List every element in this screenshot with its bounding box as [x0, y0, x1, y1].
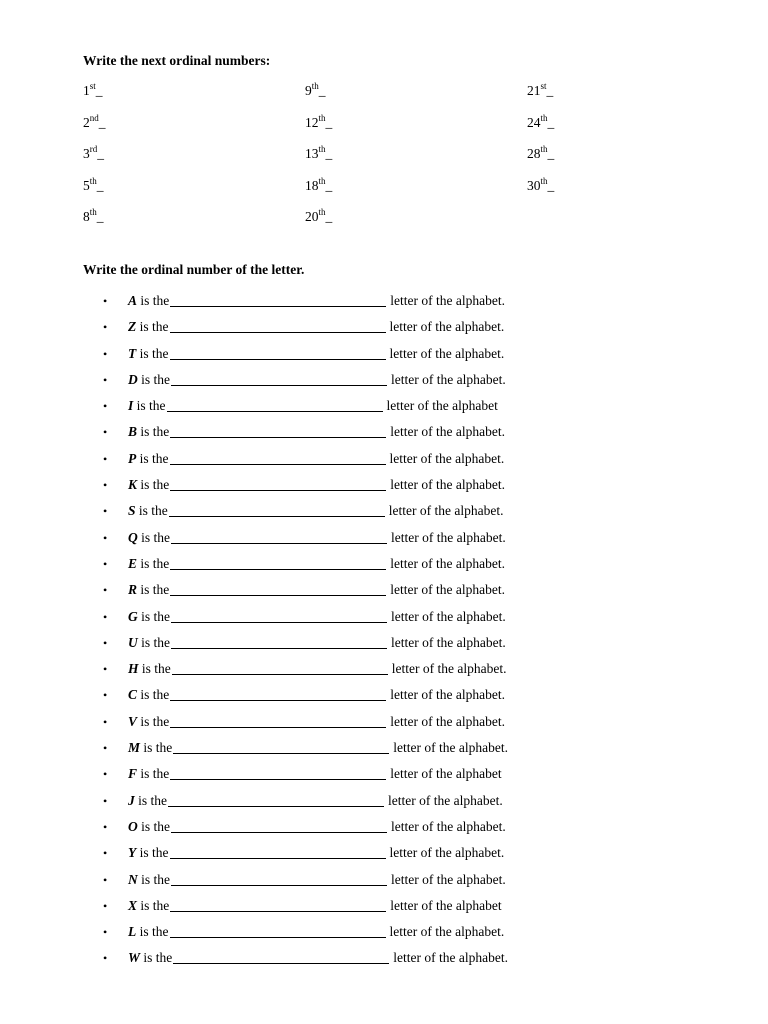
is-the-text: is the [137, 897, 170, 913]
sentence-tail: letter of the alphabet. [391, 871, 506, 887]
letter-exercise-item [100, 792, 508, 818]
answer-blank[interactable] [170, 318, 386, 333]
letter-label: I [128, 398, 134, 414]
letter-label: C [128, 687, 138, 703]
is-the-text: is the [137, 871, 170, 887]
letter-label: K [128, 477, 138, 493]
ordinal-exercise-item: 9th_ [305, 81, 326, 98]
letter-exercise-item [100, 818, 508, 844]
letter-exercise-item [100, 397, 508, 423]
ordinal-exercise-item: 21st_ [527, 81, 554, 98]
bullet-icon: • [103, 688, 108, 703]
is-the-text: is the [138, 661, 171, 677]
letter-label: O [128, 818, 138, 834]
is-the-text: is the [137, 766, 170, 782]
sentence-tail: letter of the alphabet. [390, 293, 505, 308]
letter-exercise-item [100, 923, 508, 949]
is-the-text: is the [137, 371, 170, 387]
ordinal-numbers-grid [83, 82, 643, 242]
sentence-tail: letter of the alphabet. [393, 950, 508, 966]
bullet-icon: • [103, 451, 108, 466]
letter-exercise-item [100, 871, 508, 897]
ordinal-exercise-item: 13th_ [305, 144, 333, 161]
letter-exercise-item [100, 345, 508, 371]
bullet-icon: • [103, 583, 108, 598]
ordinal-exercise-item: 20th_ [305, 207, 333, 224]
answer-blank[interactable]: _ [97, 146, 104, 161]
letter-label: Z [128, 319, 137, 335]
ordinal-exercise-item: 1st_ [83, 81, 103, 98]
is-the-text: is the [137, 555, 170, 571]
letter-label: T [128, 345, 137, 361]
answer-blank[interactable] [171, 529, 387, 544]
bullet-icon: • [103, 793, 108, 808]
ordinal-exercise-item: 8th_ [83, 207, 104, 224]
ordinal-exercise-item: 18th_ [305, 175, 333, 193]
answer-blank[interactable] [171, 371, 387, 386]
answer-blank[interactable] [170, 844, 386, 859]
answer-blank[interactable] [170, 686, 386, 701]
ordinal-exercise-item: 30th_ [527, 175, 555, 193]
letter-label: Q [128, 529, 138, 545]
answer-blank[interactable] [168, 792, 384, 807]
letter-label: D [128, 371, 138, 387]
bullet-icon: • [103, 925, 108, 940]
answer-blank[interactable] [171, 818, 387, 833]
letter-exercise-item [100, 660, 508, 686]
bullet-icon: • [103, 635, 108, 650]
letter-exercise-item [100, 502, 508, 528]
bullet-icon: • [103, 898, 108, 913]
answer-blank[interactable]: _ [98, 114, 106, 130]
sentence-tail: letter of the alphabet. [391, 529, 506, 545]
answer-blank[interactable] [170, 765, 386, 780]
sentence-tail: letter of the alphabet. [389, 319, 505, 335]
bullet-icon: • [103, 872, 108, 887]
letter-label: E [128, 555, 138, 571]
sentence-tail: letter of the alphabet [390, 897, 502, 913]
letter-ordinal-list [100, 292, 508, 976]
is-the-text: is the [137, 477, 170, 493]
bullet-icon: • [103, 662, 108, 677]
answer-blank[interactable]: _ [325, 114, 333, 130]
is-the-text: is the [137, 529, 170, 545]
sentence-tail: letter of the alphabet [386, 398, 498, 414]
bullet-icon: • [103, 741, 108, 756]
letter-exercise-item [100, 318, 508, 344]
bullet-icon: • [103, 372, 108, 387]
answer-blank[interactable] [170, 581, 386, 596]
sentence-tail: letter of the alphabet. [391, 818, 506, 834]
bullet-icon: • [103, 714, 108, 729]
ordinal-exercise-item: 3rd_ [83, 144, 104, 161]
letter-exercise-item [100, 608, 508, 634]
is-the-text: is the [133, 398, 166, 414]
answer-blank[interactable] [171, 634, 387, 649]
letter-exercise-item [100, 739, 508, 765]
bullet-icon: • [103, 504, 108, 519]
letter-label: X [128, 897, 138, 913]
bullet-icon: • [103, 819, 108, 834]
section-heading-ordinal-numbers: Write the next ordinal numbers: [83, 53, 271, 68]
is-the-text: is the [140, 950, 173, 966]
bullet-icon: • [103, 294, 108, 308]
sentence-tail: letter of the alphabet. [390, 424, 505, 440]
letter-label: W [128, 950, 141, 966]
bullet-icon: • [103, 399, 108, 414]
answer-blank[interactable] [170, 476, 386, 491]
letter-label: J [128, 792, 135, 808]
bullet-icon: • [103, 346, 108, 361]
answer-blank[interactable] [173, 949, 389, 964]
letter-label: B [128, 424, 138, 440]
sentence-tail: letter of the alphabet. [389, 845, 505, 861]
letter-label: R [128, 582, 138, 598]
is-the-text: is the [137, 687, 170, 703]
is-the-text: is the [134, 792, 167, 808]
letter-label: Y [128, 845, 137, 861]
sentence-tail: letter of the alphabet. [391, 634, 506, 650]
letter-exercise-item [100, 686, 508, 712]
answer-blank[interactable] [170, 423, 386, 438]
answer-blank[interactable]: _ [95, 83, 103, 98]
bullet-icon: • [103, 556, 108, 571]
answer-blank[interactable]: _ [325, 146, 333, 161]
sentence-tail: letter of the alphabet [390, 766, 502, 782]
is-the-text: is the [136, 845, 169, 861]
bullet-icon: • [103, 478, 108, 493]
is-the-text: is the [137, 634, 170, 650]
answer-blank[interactable] [170, 450, 386, 465]
ordinal-exercise-item: 5th_ [83, 175, 104, 193]
sentence-tail: letter of the alphabet. [389, 345, 505, 361]
answer-blank[interactable] [167, 397, 383, 412]
letter-label: H [128, 661, 139, 677]
letter-label: A [128, 293, 138, 308]
letter-label: L [128, 924, 137, 940]
letter-exercise-item [100, 581, 508, 607]
answer-blank[interactable] [170, 923, 386, 938]
is-the-text: is the [137, 582, 170, 598]
letter-exercise-item [100, 555, 508, 581]
answer-blank[interactable]: _ [547, 177, 555, 193]
letter-exercise-item [100, 292, 508, 318]
sentence-tail: letter of the alphabet. [390, 555, 505, 571]
letter-label: N [128, 871, 138, 887]
is-the-text: is the [137, 424, 170, 440]
letter-exercise-item [100, 949, 508, 975]
sentence-tail: letter of the alphabet. [389, 924, 505, 940]
letter-exercise-item [100, 844, 508, 870]
sentence-tail: letter of the alphabet. [390, 713, 505, 729]
letter-exercise-item [100, 450, 508, 476]
answer-blank[interactable] [171, 871, 387, 886]
ordinal-column [305, 82, 332, 240]
bullet-icon: • [103, 609, 108, 624]
is-the-text: is the [137, 818, 170, 834]
bullet-icon: • [103, 951, 108, 966]
letter-exercise-item [100, 897, 508, 923]
sentence-tail: letter of the alphabet. [390, 687, 505, 703]
bullet-icon: • [103, 846, 108, 861]
letter-label: U [128, 634, 138, 650]
bullet-icon: • [103, 320, 108, 335]
sentence-tail: letter of the alphabet. [391, 661, 507, 677]
bullet-icon: • [103, 767, 108, 782]
is-the-text: is the [137, 713, 170, 729]
answer-blank[interactable]: _ [547, 114, 555, 130]
letter-label: V [128, 713, 138, 729]
answer-blank[interactable] [169, 502, 385, 517]
letter-label: F [128, 766, 138, 782]
ordinal-exercise-item: 2nd_ [83, 112, 106, 130]
sentence-tail: letter of the alphabet. [389, 450, 505, 466]
sentence-tail: letter of the alphabet. [390, 477, 505, 493]
ordinal-exercise-item: 24th_ [527, 112, 555, 130]
answer-blank[interactable] [170, 713, 386, 728]
answer-blank[interactable]: _ [325, 177, 333, 193]
ordinal-column [527, 82, 554, 208]
sentence-tail: letter of the alphabet. [388, 792, 503, 808]
answer-blank[interactable] [170, 345, 386, 360]
section-heading-letter-ordinals: Write the ordinal number of the letter. [83, 262, 305, 277]
answer-blank[interactable] [173, 739, 389, 754]
answer-blank[interactable] [172, 660, 388, 675]
answer-blank[interactable]: _ [318, 83, 326, 98]
sentence-tail: letter of the alphabet. [390, 582, 505, 598]
letter-exercise-item [100, 765, 508, 791]
is-the-text: is the [137, 608, 170, 624]
bullet-icon: • [103, 530, 108, 545]
answer-blank[interactable]: _ [96, 177, 104, 193]
answer-blank[interactable] [170, 292, 386, 307]
sentence-tail: letter of the alphabet. [391, 608, 506, 624]
ordinal-column [83, 82, 106, 240]
is-the-text: is the [140, 740, 173, 756]
is-the-text: is the [136, 319, 169, 335]
letter-label: S [128, 503, 136, 519]
bullet-icon: • [103, 425, 108, 440]
is-the-text: is the [135, 503, 168, 519]
ordinal-exercise-item: 12th_ [305, 112, 333, 130]
letter-exercise-item [100, 529, 508, 555]
letter-exercise-item [100, 423, 508, 449]
letter-label: P [128, 450, 137, 466]
letter-exercise-item [100, 713, 508, 739]
is-the-text: is the [137, 293, 170, 308]
sentence-tail: letter of the alphabet. [391, 371, 506, 387]
letter-label: M [128, 740, 141, 756]
letter-exercise-item [100, 634, 508, 660]
letter-exercise-item [100, 371, 508, 397]
ordinal-exercise-item: 28th_ [527, 144, 555, 161]
answer-blank[interactable]: _ [547, 146, 555, 161]
answer-blank[interactable] [171, 608, 387, 623]
is-the-text: is the [136, 450, 169, 466]
answer-blank[interactable]: _ [96, 209, 104, 224]
answer-blank[interactable]: _ [546, 83, 554, 98]
letter-label: G [128, 608, 138, 624]
answer-blank[interactable] [170, 897, 386, 912]
is-the-text: is the [136, 924, 169, 940]
letter-exercise-item [100, 476, 508, 502]
answer-blank[interactable]: _ [325, 209, 333, 224]
answer-blank[interactable] [170, 555, 386, 570]
is-the-text: is the [136, 345, 169, 361]
sentence-tail: letter of the alphabet. [393, 740, 508, 756]
sentence-tail: letter of the alphabet. [388, 503, 504, 519]
